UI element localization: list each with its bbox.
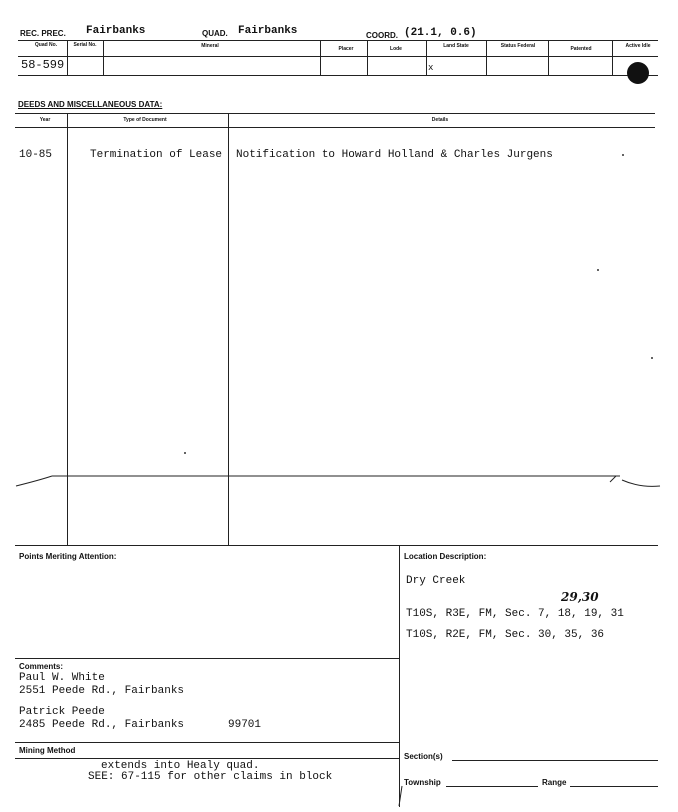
sections-field (452, 760, 658, 761)
handwritten-sections: 29,30 (561, 590, 599, 604)
filled-circle-mark (627, 62, 649, 84)
range-field (570, 786, 658, 787)
mining-top-rule (15, 742, 399, 743)
col-mineral: Mineral (201, 43, 219, 49)
deeds-top-rule (15, 113, 655, 114)
range-label: Range (542, 778, 567, 787)
quad-value: Fairbanks (238, 25, 298, 37)
col-status-federal: Status Federal (500, 43, 536, 49)
col-serial-no: Serial No. (73, 42, 97, 48)
coord-label: COORD. (366, 31, 398, 40)
owner-2-name: Patrick Peede (19, 706, 105, 718)
header-bottom-rule (18, 75, 658, 76)
col-details: Details (431, 117, 449, 123)
col-year: Year (39, 117, 51, 123)
location-line-1: T10S, R3E, FM, Sec. 7, 18, 19, 31 (406, 608, 624, 620)
location-label: Location Description: (404, 552, 487, 561)
sections-label: Section(s) (404, 752, 443, 761)
coord-value: (21.1, 0.6) (404, 27, 477, 39)
bottom-divider (399, 545, 400, 807)
col-quad-no: Quad No. (34, 42, 58, 48)
comments-label: Comments: (19, 662, 64, 671)
deeds-header-rule (15, 127, 655, 128)
owner-1-name: Paul W. White (19, 672, 105, 684)
deeds-section-title: DEEDS AND MISCELLANEOUS DATA: (18, 100, 163, 109)
location-name: Dry Creek (406, 575, 466, 587)
mining-line-1: extends into Healy quad. (101, 760, 260, 772)
township-label: Township (404, 778, 441, 787)
owner-2-address: 2485 Peede Rd., Fairbanks (19, 719, 185, 731)
quad-no-value: 58-599 (21, 58, 65, 72)
col-placer: Placer (338, 46, 354, 52)
mining-label-rule (15, 758, 399, 759)
deed-year: 10-85 (19, 149, 53, 161)
col-patented: Patented (570, 46, 592, 52)
mining-label: Mining Method (19, 746, 76, 755)
location-line-2: T10S, R2E, FM, Sec. 30, 35, 36 (406, 629, 605, 641)
mining-line-2: SEE: 67-115 for other claims in block (88, 771, 333, 783)
points-label: Points Meriting Attention: (19, 552, 117, 561)
township-field (446, 786, 538, 787)
owner-2-zip: 99701 (228, 719, 262, 731)
col-active-idle: Active Idle (625, 43, 651, 49)
col-type: Type of Document (123, 117, 167, 123)
rec-prec-label: REC. PREC. (20, 29, 66, 38)
deed-type: Termination of Lease (90, 149, 223, 161)
col-lode: Lode (390, 46, 402, 52)
quad-label: QUAD. (202, 29, 228, 38)
comments-top-rule (15, 658, 399, 659)
col-land-state: Land State (443, 43, 469, 49)
owner-1-address: 2551 Peede Rd., Fairbanks (19, 685, 185, 697)
bottom-top-rule (15, 545, 658, 546)
header-mid-rule (18, 56, 658, 57)
deed-details: Notification to Howard Holland & Charles Jurgens (236, 149, 553, 161)
pen-mark (396, 784, 406, 808)
fold-line (0, 470, 678, 494)
land-state-mark: x (428, 63, 434, 73)
rec-prec-value: Fairbanks (86, 25, 146, 37)
header-top-rule (18, 40, 658, 41)
